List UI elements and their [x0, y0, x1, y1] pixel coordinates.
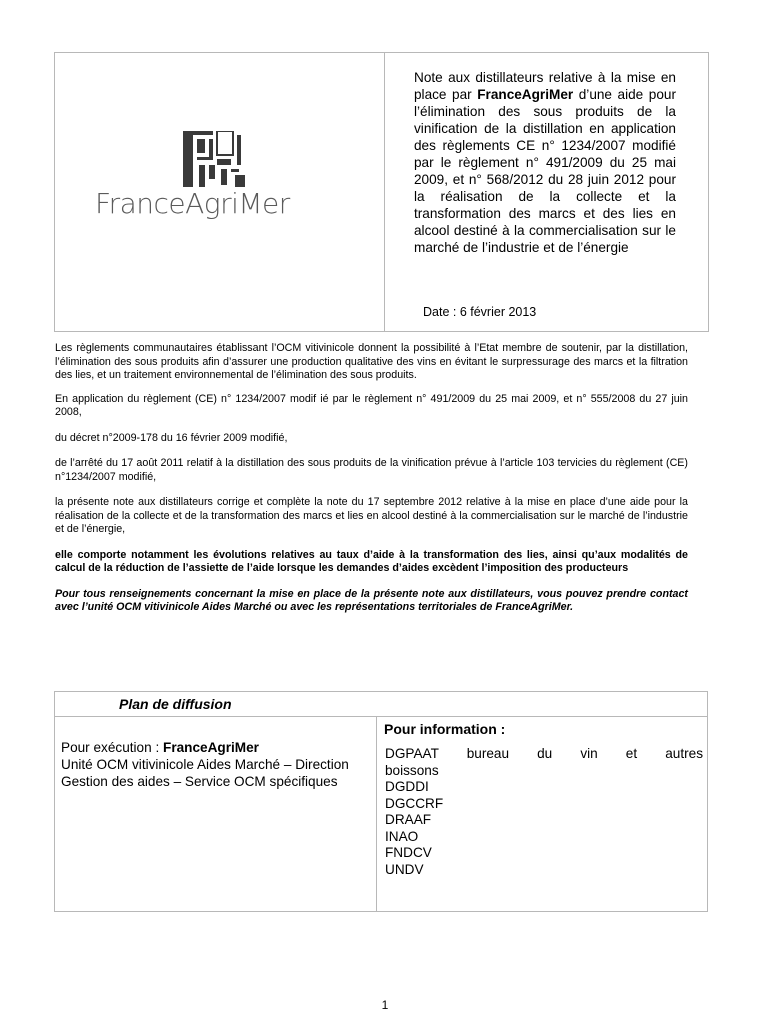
paragraph-contact: Pour tous renseignements concernant la mise en place de la présente note aux distillateurs, vous pouvez prendre contact avec l’unité OCM vitivinicole Aides Marché ou avec les représentations territoriales de FranceAgriMer.: [55, 587, 688, 613]
information-item: DGCCRF: [385, 795, 444, 811]
page-number: 1: [381, 998, 389, 1012]
information-item: boissons: [385, 762, 439, 778]
paragraph-note: la présente note aux distillateurs corrige et complète la note du 17 septembre 2012 relative à la mise en place d’une aide pour la réalisation de la collecte et de la transformation des marcs et lies en alcool destiné à la commercialisation sur le marché de l’industrie et de l’énergie,: [55, 496, 688, 535]
note-title-org: FranceAgriMer: [477, 87, 574, 102]
note-title-lead: Note aux distillateurs relative à la mise en place par: [414, 70, 676, 102]
note-title: [414, 69, 676, 256]
information-first-line: DGPAAT bureau du vin et autres: [385, 746, 703, 761]
body-text: [55, 342, 688, 625]
logo-mark-icon: [183, 131, 245, 187]
franceagrimer-logo: [95, 131, 335, 291]
information-list: [385, 746, 703, 878]
paragraph-regulation: En application du règlement (CE) n° 1234/2007 modif ié par le règlement n° 491/2009 du 25 mai 2009, et n° 555/2008 du 27 juin 2008,: [55, 392, 688, 418]
information-item: FNDCV: [385, 845, 432, 860]
paragraph-order: de l’arrêté du 17 août 2011 relatif à la distillation des sous produits de la vinification prévue à l’article 103 tervicies du règlement (CE) n°1234/2007 modifié,: [55, 457, 688, 483]
information-item: INAO: [385, 828, 419, 844]
information-item: DGDDI: [385, 779, 429, 794]
distribution-title: Plan de diffusion: [119, 696, 232, 712]
information-item: UNDV: [385, 861, 424, 877]
execution-cell: [61, 739, 365, 790]
logo-wordmark: FranceAgriMer: [95, 187, 290, 220]
note-title-rest: d’une aide pour l’élimination des sous produits de la vinification de la distillation en application des règlements CE n° 1234/2007 modifié par le règlement n° 491/2009 du 25 mai 2009, et n° 568/2012 du 28 juin 2012 pour la réalisation de la collecte et la transformation des marcs et des lies en alcool destiné à la commercialisation sur le marché de l’industrie et de l’énergie: [414, 87, 676, 255]
distribution-column-divider: [376, 717, 377, 912]
note-date: Date : 6 février 2013: [423, 305, 537, 319]
execution-label: Pour exécution :: [61, 740, 164, 755]
execution-detail: Unité OCM vitivinicole Aides Marché – Direction Gestion des aides – Service OCM spécifiques: [61, 757, 349, 789]
distribution-table: [54, 691, 708, 912]
paragraph-decree: du décret n°2009-178 du 16 février 2009 modifié,: [55, 431, 288, 444]
header-box: [54, 52, 709, 332]
execution-org: FranceAgriMer: [163, 740, 259, 755]
paragraph-changes: elle comporte notamment les évolutions relatives au taux d’aide à la transformation des lies, ainsi qu’aux modalités de calcul de la réduction de l’assiette de l’aide lorsque les demandes d’aides excèdent l’imposition des producteurs: [55, 548, 688, 574]
header-divider: [384, 53, 385, 331]
paragraph-intro: Les règlements communautaires établissant l’OCM vitivinicole donnent la possibilité à l’Etat membre de soutenir, par la distillation, l’élimination des sous produits afin d’assurer une production qualitative des vins en évitant le surpressurage des marcs et la filtration des lies, et un traitement environnemental de l’élimination des sous produits.: [55, 342, 688, 381]
information-title: Pour information :: [384, 721, 506, 737]
information-item: DRAAF: [385, 812, 432, 827]
distribution-header: [55, 692, 707, 717]
execution-line: [61, 739, 365, 756]
